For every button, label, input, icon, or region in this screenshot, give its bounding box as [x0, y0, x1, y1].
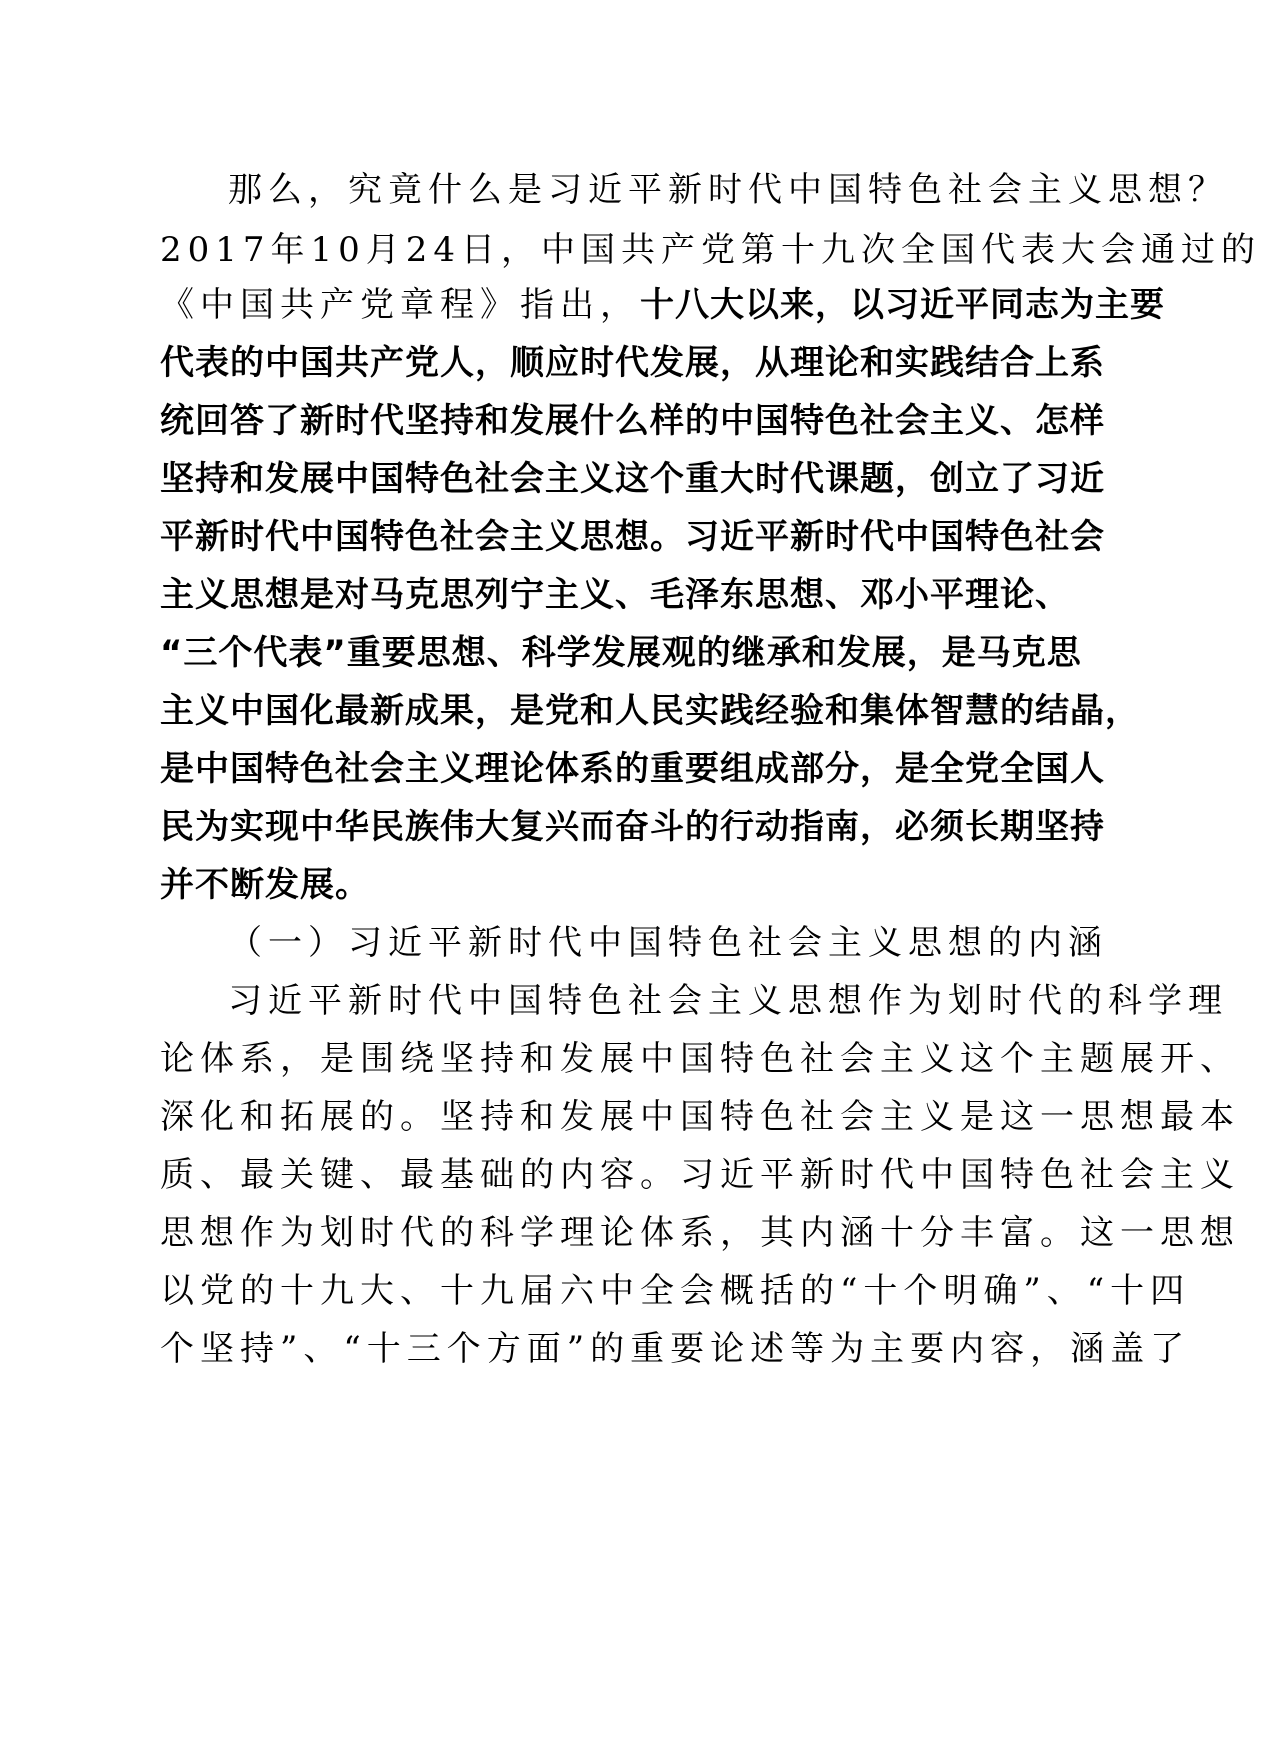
paragraph-1-line-8: 主义思想是对马克思列宁主义、毛泽东思想、邓小平理论、 — [160, 575, 1070, 615]
paragraph-1-line-3 — [160, 280, 1165, 330]
paragraph-2-line-1: 习近平新时代中国特色社会主义思想作为划时代的科学理 — [228, 981, 1228, 1021]
paragraph-1-line-9: “三个代表”重要思想、科学发展观的继承和发展，是马克思 — [160, 633, 1082, 673]
paragraph-1-line-3-plain: 《中国共产党章程》指出， — [160, 285, 640, 325]
paragraph-1-line-2: 2017年10月24日，中国共产党第十九次全国代表大会通过的 — [160, 230, 1261, 270]
paragraph-1-line-11: 是中国特色社会主义理论体系的重要组成部分，是全党全国人 — [160, 749, 1105, 789]
paragraph-1-line-7: 平新时代中国特色社会主义思想。习近平新时代中国特色社会 — [160, 517, 1105, 557]
paragraph-2-line-7: 个坚持”、“十三个方面”的重要论述等为主要内容，涵盖了 — [160, 1329, 1191, 1369]
paragraph-2-line-2: 论体系，是围绕坚持和发展中国特色社会主义这个主题展开、 — [160, 1039, 1240, 1079]
paragraph-2-line-4: 质、最关键、最基础的内容。习近平新时代中国特色社会主义 — [160, 1155, 1240, 1195]
paragraph-1-line-6: 坚持和发展中国特色社会主义这个重大时代课题，创立了习近 — [160, 459, 1105, 499]
paragraph-1-line-13: 并不断发展。 — [160, 865, 370, 905]
paragraph-1-line-1: 那么，究竟什么是习近平新时代中国特色社会主义思想？ — [228, 170, 1228, 210]
section-heading: （一）习近平新时代中国特色社会主义思想的内涵 — [228, 923, 1108, 963]
paragraph-1-line-5: 统回答了新时代坚持和发展什么样的中国特色社会主义、怎样 — [160, 401, 1105, 441]
paragraph-1-line-4: 代表的中国共产党人，顺应时代发展，从理论和实践结合上系 — [160, 343, 1105, 383]
paragraph-1-line-3-bold: 十八大以来，以习近平同志为主要 — [640, 285, 1165, 325]
paragraph-2-line-3: 深化和拓展的。坚持和发展中国特色社会主义是这一思想最本 — [160, 1097, 1240, 1137]
paragraph-1-line-12: 民为实现中华民族伟大复兴而奋斗的行动指南，必须长期坚持 — [160, 807, 1105, 847]
paragraph-1-line-10: 主义中国化最新成果，是党和人民实践经验和集体智慧的结晶， — [160, 691, 1140, 731]
paragraph-2-line-6: 以党的十九大、十九届六中全会概括的“十个明确”、“十四 — [160, 1271, 1191, 1311]
paragraph-2-line-5: 思想作为划时代的科学理论体系，其内涵十分丰富。这一思想 — [160, 1213, 1240, 1253]
